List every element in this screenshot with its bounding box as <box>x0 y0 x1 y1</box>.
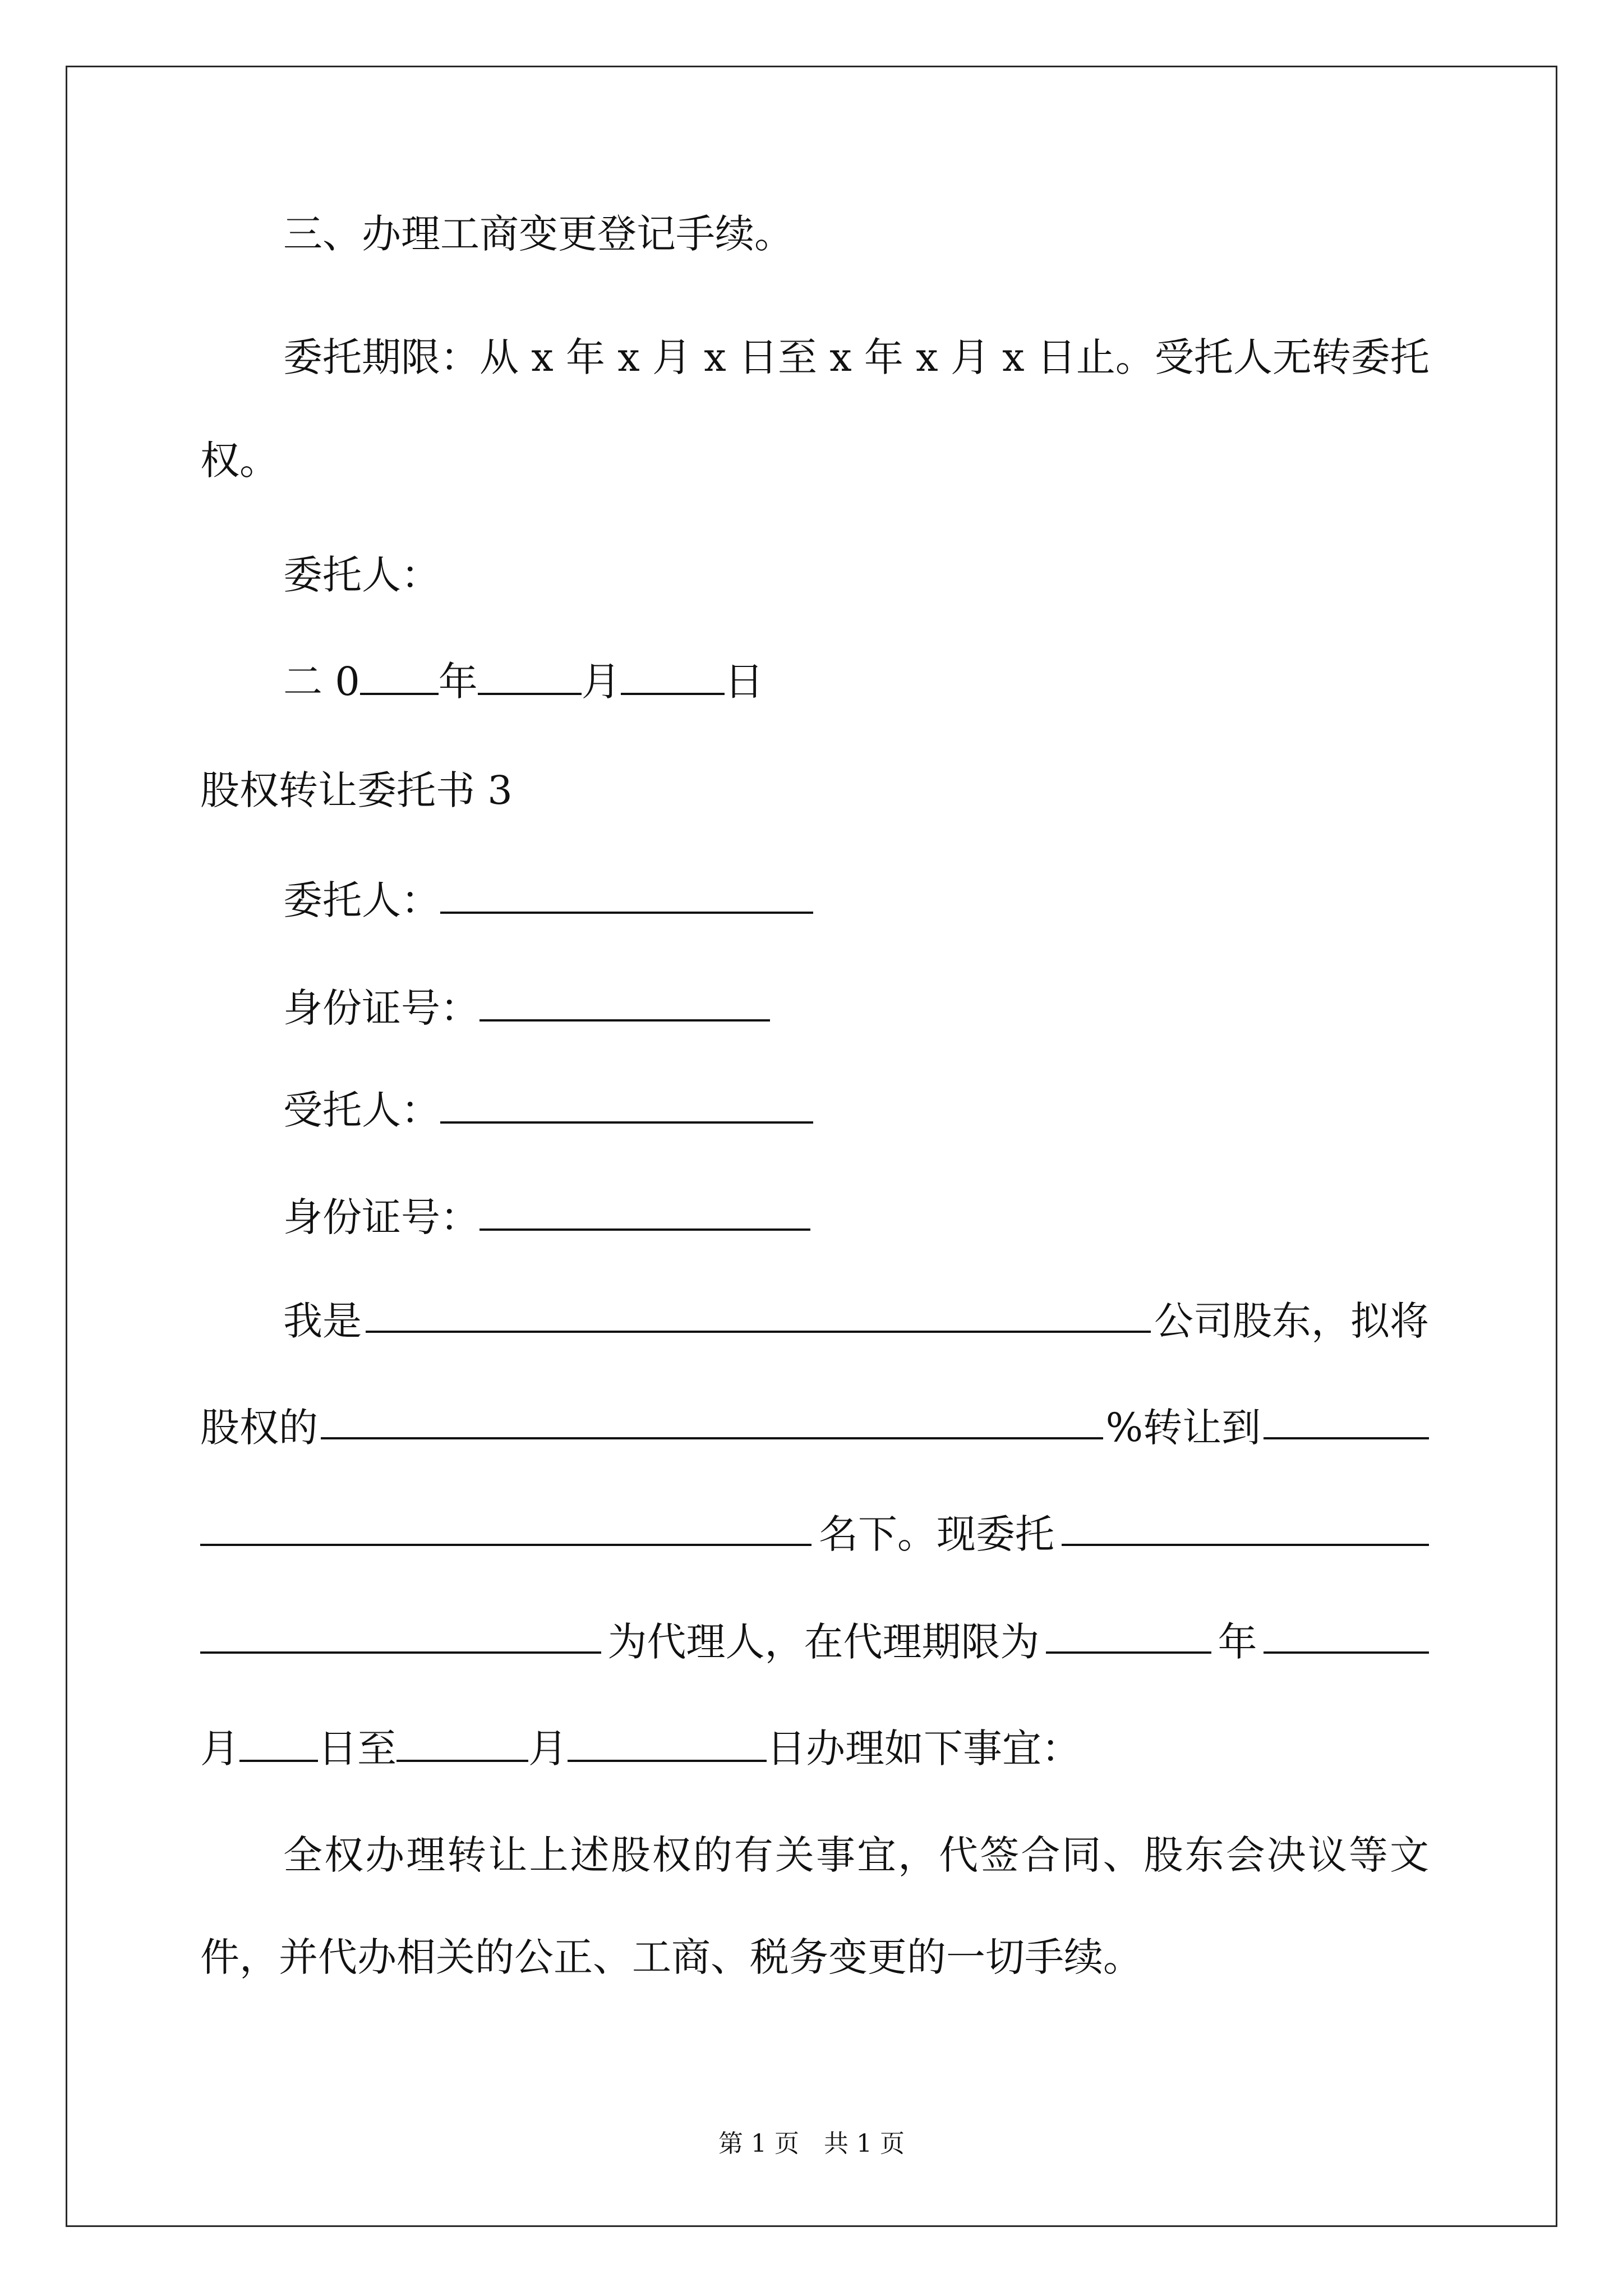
month-label: 月 <box>581 659 621 705</box>
body-5a: 月 <box>200 1726 239 1772</box>
agent-label: 受托人： <box>283 1087 440 1133</box>
para-term-cont: 权。 <box>200 438 279 484</box>
start-day-blank[interactable] <box>239 1725 318 1762</box>
scope-text: 全权办理转让上述股权的有关事宜，代签合同、股东会决议等文 <box>283 1832 1431 1878</box>
body-5d: 日办理如下事宜： <box>767 1726 1081 1772</box>
day-label: 日 <box>724 659 764 705</box>
principal-id-blank[interactable] <box>479 984 770 1022</box>
body-1a: 我是 <box>283 1298 362 1344</box>
transferee-blank-2[interactable] <box>200 1509 811 1546</box>
transferee-blank-1[interactable] <box>1264 1402 1429 1439</box>
agent-row <box>283 1085 813 1135</box>
body-line-1 <box>283 1296 1429 1346</box>
body-3a: 名下。现委托 <box>819 1511 1054 1557</box>
period-month-blank[interactable] <box>1264 1617 1429 1654</box>
body-1b: 公司股东，拟将 <box>1154 1298 1429 1344</box>
end-month-blank[interactable] <box>396 1725 528 1762</box>
agent-id-row <box>283 1192 810 1243</box>
para-term <box>283 332 1429 383</box>
principal-label-1: 委托人： <box>283 552 440 598</box>
date-line <box>283 656 764 707</box>
body-line-5 <box>200 1723 1081 1774</box>
principal-row <box>283 875 813 926</box>
body-5b: 日至 <box>318 1726 396 1772</box>
body-line-3 <box>200 1509 1429 1559</box>
section-title: 股权转让委托书 3 <box>200 767 513 813</box>
agent-id-label: 身份证号： <box>283 1194 479 1240</box>
agent-blank[interactable] <box>440 1087 813 1124</box>
principal-label: 委托人： <box>283 877 440 923</box>
principal-blank[interactable] <box>440 877 813 914</box>
year-label: 年 <box>438 659 478 705</box>
body-2b: %转让到 <box>1105 1405 1261 1451</box>
para-registration: 三、办理工商变更登记手续。 <box>283 211 794 257</box>
page-border <box>66 66 1557 2227</box>
principal-id-label: 身份证号： <box>283 985 479 1031</box>
proxy-blank-1[interactable] <box>1062 1509 1429 1546</box>
year-blank[interactable] <box>360 658 439 695</box>
date-prefix: 二 0 <box>283 659 360 705</box>
end-day-blank[interactable] <box>568 1725 767 1762</box>
scope-para-cont: 件，并代办相关的公正、工商、税务变更的一切手续。 <box>200 1934 1142 1980</box>
page-footer: 第 1 页 共 1 页 <box>718 2129 905 2158</box>
agent-id-blank[interactable] <box>479 1194 810 1231</box>
body-5c: 月 <box>528 1726 568 1772</box>
scope-para <box>283 1830 1429 1880</box>
period-year-blank[interactable] <box>1046 1617 1211 1654</box>
principal-id-row <box>283 983 770 1033</box>
day-blank[interactable] <box>621 658 725 695</box>
month-blank[interactable] <box>478 658 582 695</box>
body-4b: 年 <box>1218 1619 1257 1665</box>
company-blank[interactable] <box>366 1296 1151 1333</box>
body-line-4 <box>200 1617 1429 1667</box>
body-2a: 股权的 <box>200 1405 318 1451</box>
para-term-text: 委托期限：从 x 年 x 月 x 日至 x 年 x 月 x 日止。受托人无转委托 <box>283 334 1430 380</box>
body-line-2 <box>200 1402 1429 1453</box>
proxy-blank-2[interactable] <box>200 1617 601 1654</box>
share-percent-blank[interactable] <box>321 1402 1103 1439</box>
body-4a: 为代理人，在代理期限为 <box>607 1619 1040 1665</box>
